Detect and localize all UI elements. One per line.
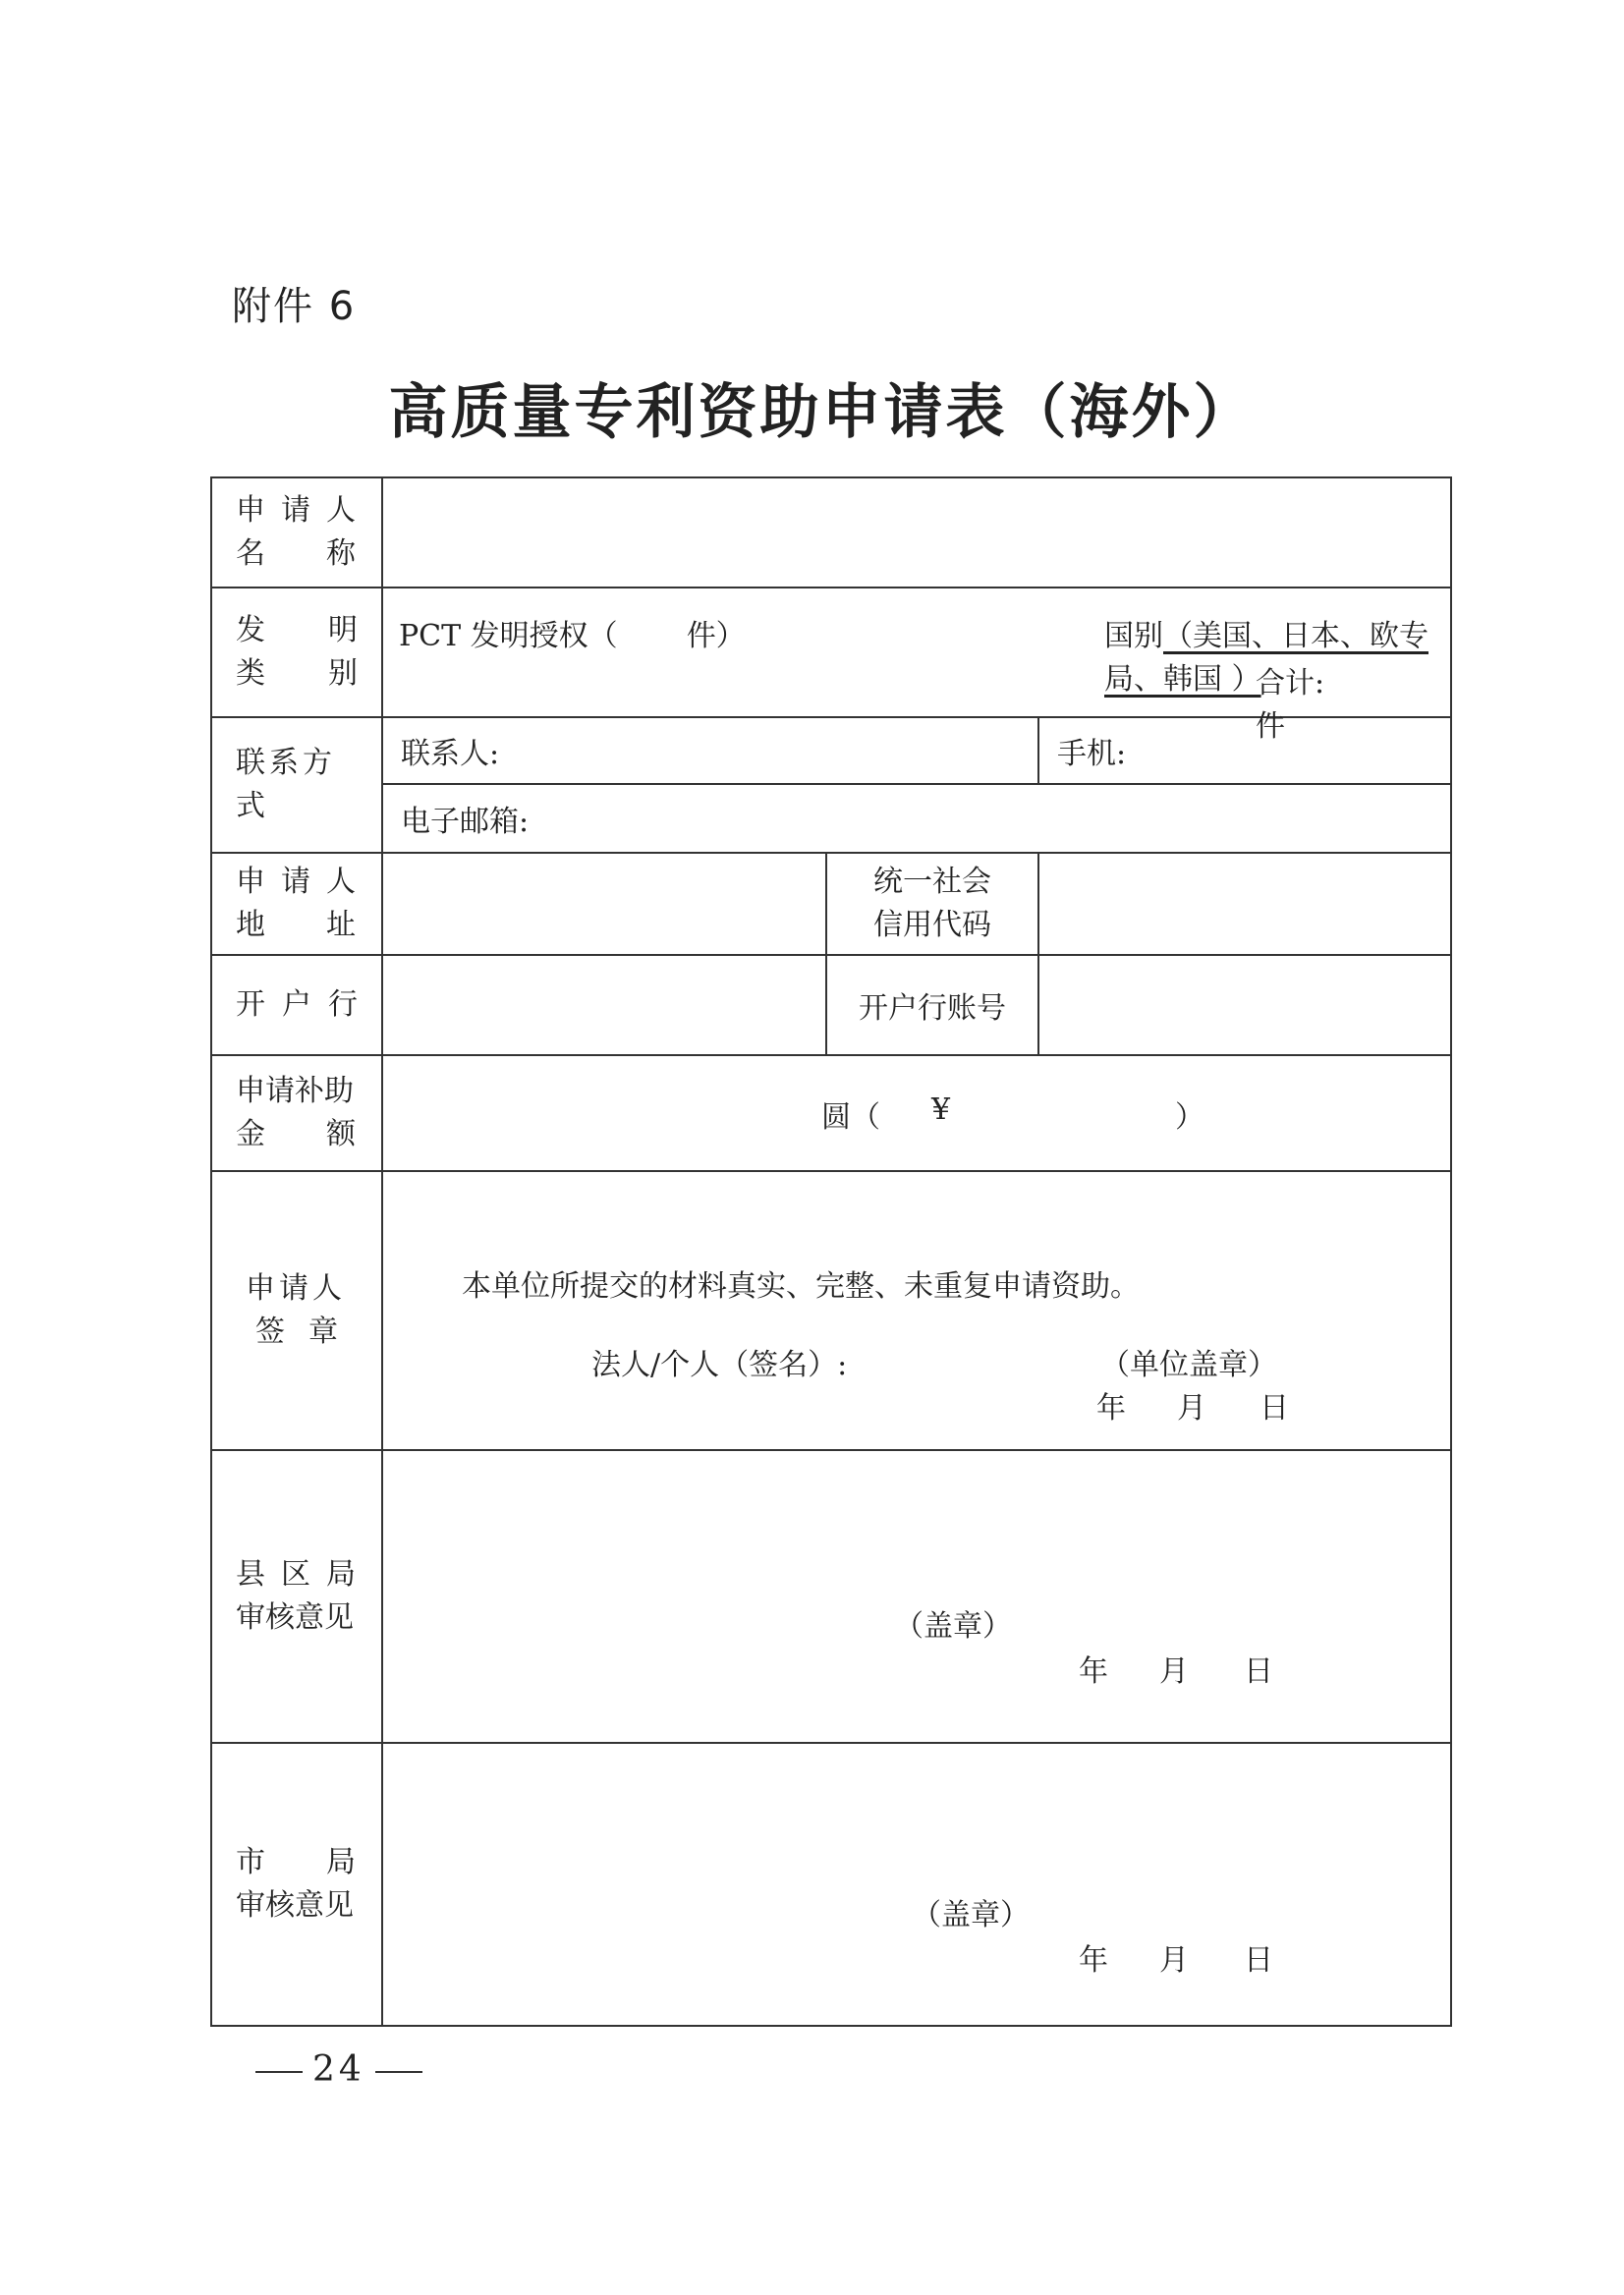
applicant-name-field[interactable]: [382, 477, 1451, 588]
bank-field[interactable]: [382, 955, 826, 1055]
mobile-field[interactable]: 手机:: [1038, 717, 1451, 784]
day-label: 日: [1260, 1391, 1289, 1426]
signature-area[interactable]: [382, 1171, 1451, 1450]
label-invention-type: 发 明 类 别: [211, 588, 382, 717]
city-review-area[interactable]: [382, 1743, 1451, 2026]
month-label: 月: [1177, 1391, 1206, 1426]
row-applicant-name: [211, 477, 1451, 588]
legal-person-signature-label: 法人/个人（签名）:: [591, 1348, 848, 1382]
address-field[interactable]: [382, 853, 826, 955]
page-number: 24: [312, 2049, 365, 2090]
email-field[interactable]: 电子邮箱:: [382, 784, 1451, 853]
application-form-table: [210, 476, 1452, 2027]
pct-grant-label: PCT 发明授权（: [399, 619, 618, 653]
city-year-label: 年: [1079, 1943, 1108, 1978]
row-bank: [211, 955, 1451, 1055]
amount-close-paren: ）: [1175, 1100, 1204, 1135]
form-title: 高质量专利资助申请表（海外）: [388, 378, 1256, 447]
invention-type-field[interactable]: [382, 588, 1451, 744]
label-county-review: 县 区 局 审核意见: [211, 1450, 382, 1743]
row-email: [211, 784, 1451, 853]
subsidy-amount-field[interactable]: [382, 1055, 1451, 1171]
county-seal-label: （盖章）: [894, 1609, 1012, 1644]
label-address: 申 请 人 地 址: [211, 853, 382, 955]
credit-code-field[interactable]: [1038, 853, 1451, 955]
footer-dash-left: [255, 2071, 303, 2073]
total-label: 合计:: [1256, 666, 1325, 700]
label-credit-code: 统一社会 信用代码: [826, 853, 1038, 955]
total-unit-label: 件: [1256, 709, 1285, 744]
city-seal-label: （盖章）: [912, 1898, 1030, 1932]
country-list: （美国、日本、欧专局、韩国 ）: [1104, 619, 1428, 697]
declaration-text: 本单位所提交的材料真实、完整、未重复申请资助。: [462, 1269, 1140, 1304]
label-subsidy: 申请补助 金 额: [211, 1055, 382, 1171]
amount-yuan-label: 圆（: [821, 1100, 880, 1135]
row-address: [211, 853, 1451, 955]
attachment-label: 附件 6: [232, 284, 357, 329]
label-bank: 开 户 行: [211, 955, 382, 1055]
label-bank-account: 开户行账号: [826, 955, 1038, 1055]
label-signature: 申请人 签 章: [211, 1171, 382, 1450]
label-applicant-name: 申 请 人 名 称: [211, 477, 382, 588]
footer-dash-right: [375, 2071, 422, 2073]
currency-symbol: ¥: [931, 1092, 951, 1127]
county-month-label: 月: [1159, 1654, 1189, 1689]
label-city-review: 市 局 审核意见: [211, 1743, 382, 2026]
county-day-label: 日: [1244, 1654, 1273, 1689]
year-label: 年: [1096, 1391, 1126, 1426]
row-signature: [211, 1171, 1451, 1450]
contact-person-field[interactable]: 联系人:: [382, 717, 1038, 784]
page-footer: [246, 2049, 432, 2090]
city-month-label: 月: [1159, 1943, 1189, 1978]
pct-unit-label: 件）: [686, 619, 746, 653]
bank-account-field[interactable]: [1038, 955, 1451, 1055]
row-invention-type: [211, 588, 1451, 717]
city-day-label: 日: [1244, 1943, 1273, 1978]
row-subsidy: [211, 1055, 1451, 1171]
county-year-label: 年: [1079, 1654, 1108, 1689]
unit-seal-label: （单位盖章）: [1100, 1348, 1277, 1382]
county-review-area[interactable]: [382, 1450, 1451, 1743]
row-city-review: [211, 1743, 1451, 2026]
row-county-review: [211, 1450, 1451, 1743]
label-contact: 联系方式: [211, 717, 382, 853]
country-label: 国别: [1104, 619, 1163, 653]
